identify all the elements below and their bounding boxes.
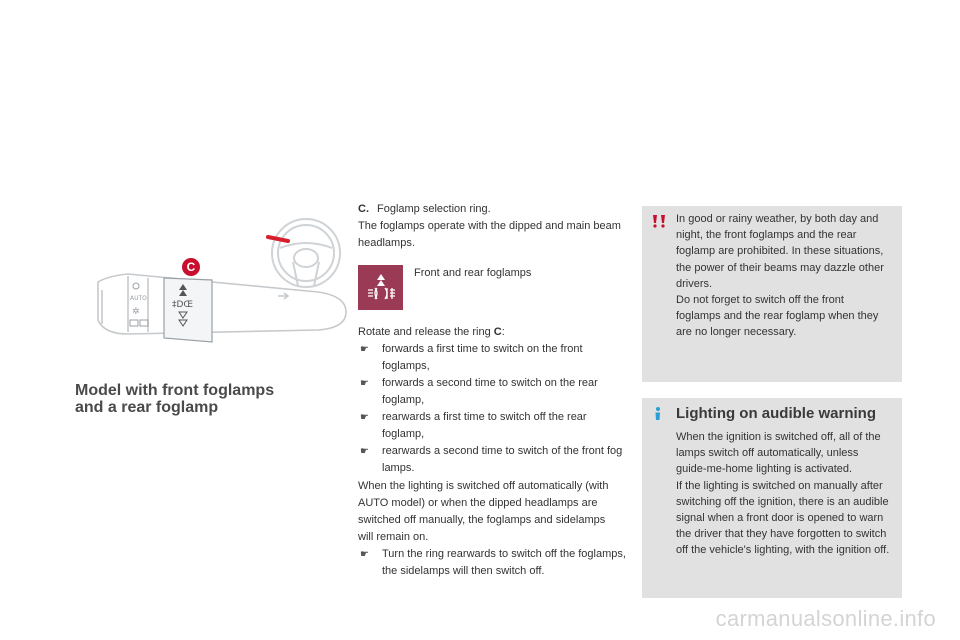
- warning-text: [676, 211, 890, 341]
- list-item: [358, 409, 626, 443]
- list-item-text: forwards a second time to switch on the rear foglamp,: [382, 377, 598, 406]
- ring-key: C.: [358, 203, 369, 215]
- pointing-hand-icon: ☛: [360, 446, 369, 457]
- list-item: [358, 341, 626, 375]
- list-item-text: Turn the ring rearwards to switch off the foglamps, the sidelamps will then switch off.: [382, 548, 626, 577]
- pointing-hand-icon: ☛: [360, 344, 369, 355]
- svg-text:‡DŒ: ‡DŒ: [172, 300, 194, 310]
- svg-text:AUTO: AUTO: [130, 295, 147, 302]
- ring-title: Foglamp selection ring.: [377, 203, 491, 215]
- auto-note: [358, 478, 626, 580]
- warning-paragraph-1: In good or rainy weather, by both day and night, the front foglamps and the rear foglamp are prohibited. In these situations, the power of their beams may dazzle other drivers.: [676, 213, 884, 290]
- foglamp-icon-box: [358, 265, 403, 310]
- lighting-stalk-diagram: [88, 200, 350, 350]
- rotate-intro-key: C: [493, 326, 502, 338]
- rotate-instructions: [358, 324, 626, 477]
- info-icon: [650, 406, 666, 427]
- pointing-hand-icon: ☛: [360, 412, 369, 423]
- watermark: carmanualsonline.info: [715, 606, 936, 631]
- list-item: [358, 443, 626, 477]
- rotate-intro-text: Rotate and release the ring: [358, 326, 494, 338]
- foglamp-icon-label: Front and rear foglamps: [414, 267, 532, 279]
- exclamation-icon: [650, 213, 668, 234]
- warning-paragraph-2: Do not forget to switch off the front foglamps and the rear foglamp when they are no longer necessary.: [676, 294, 879, 339]
- svg-text:✲: ✲: [132, 307, 140, 317]
- pointing-hand-icon: ☛: [360, 549, 369, 560]
- red-marker: [268, 237, 288, 241]
- callout-c: [182, 258, 200, 276]
- auto-note-list: [358, 546, 626, 580]
- ring-segment: [164, 278, 212, 342]
- front-rear-foglamp-icon: [364, 273, 398, 303]
- section-heading-line2: and a rear foglamp: [75, 399, 219, 416]
- stalk-end-symbols: [130, 283, 148, 326]
- info-paragraph-2: If the lighting is switched on manually after switching off the ignition, there is an audible signal when a front door is opened to warn the driver that they have forgotten to switch off the vehicle's lighting, with the ignition off.: [676, 479, 890, 557]
- list-item: [358, 375, 626, 409]
- rotate-bullet-list: [358, 341, 626, 477]
- list-item-text: rearwards a second time to switch of the front fog lamps.: [382, 445, 623, 474]
- section-heading-line1: Model with front foglamps: [75, 382, 275, 399]
- section-heading: [75, 382, 325, 416]
- rotate-intro: [358, 324, 626, 341]
- rotate-intro-colon: :: [501, 326, 505, 338]
- list-item-text: forwards a first time to switch on the front foglamps,: [382, 343, 583, 372]
- list-item-text: rearwards a first time to switch off the rear foglamp,: [382, 411, 587, 440]
- steering-wheel-drawing: [272, 219, 340, 287]
- ring-caption: [358, 201, 626, 252]
- info-paragraph-1: When the ignition is switched off, all of the lamps switch off automatically, unless guide-me-home lighting is activated.: [676, 431, 881, 476]
- stalk-illustration: [88, 200, 350, 350]
- info-text: [676, 429, 890, 559]
- ring-description: The foglamps operate with the dipped and main beam headlamps.: [358, 220, 621, 249]
- info-title: Lighting on audible warning: [676, 405, 876, 422]
- pointing-hand-icon: ☛: [360, 378, 369, 389]
- callout-letter: C: [186, 260, 196, 274]
- auto-note-paragraph: When the lighting is switched off automatically (with AUTO model) or when the dipped headlamps are switched off manually, the foglamps and sidelamps will remain on.: [358, 480, 609, 543]
- list-item: [358, 546, 626, 580]
